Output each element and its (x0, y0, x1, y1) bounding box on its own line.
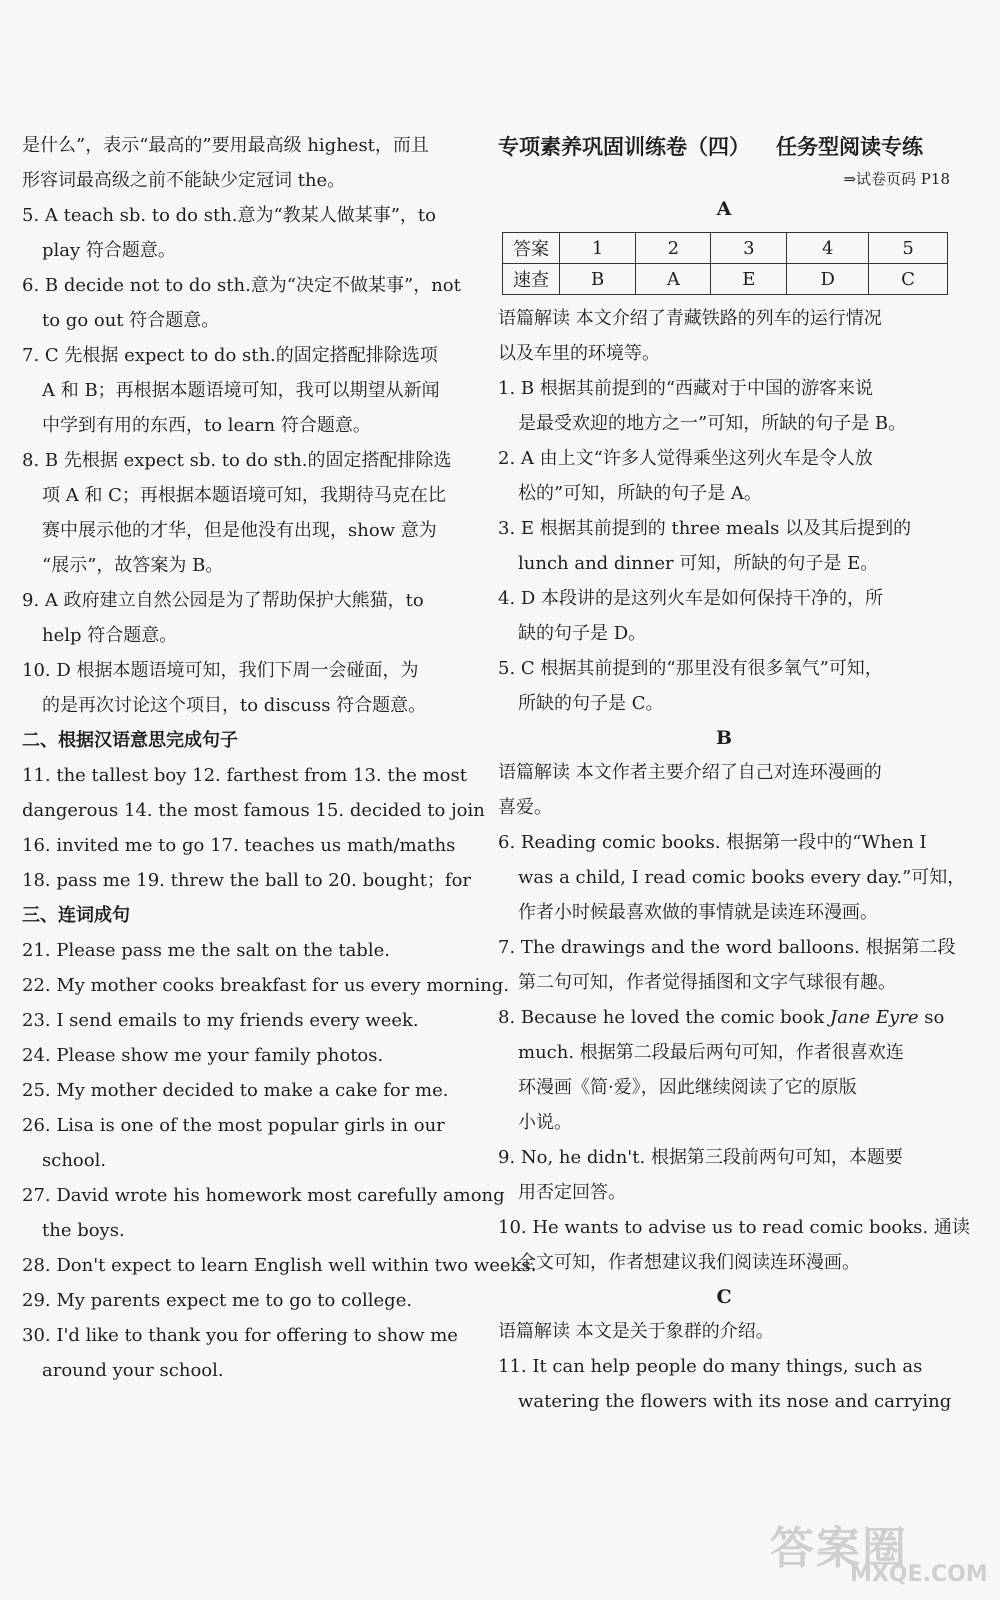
answers-11-13: 11. the tallest boy 12. farthest from 13. the most (22, 765, 467, 786)
text-line: 的是再次讨论这个项目，to discuss 符合题意。 (42, 695, 427, 716)
text-line: 是最受欢迎的地方之一”可知，所缺的句子是 B。 (518, 413, 907, 434)
table-cell: D (787, 264, 869, 295)
text-line: play 符合题意。 (42, 240, 176, 261)
title-sub: 任务型阅读专练 (776, 135, 923, 159)
table-cell: 3 (711, 233, 787, 264)
text-line: watering the flowers with its nose and carrying (518, 1391, 952, 1412)
text-line: 用否定回答。 (518, 1182, 626, 1203)
table-cell: 速查 (503, 264, 560, 295)
text-line: 小说。 (518, 1112, 572, 1133)
text-line: 形容词最高级之前不能缺少定冠词 the。 (22, 170, 346, 191)
table-cell: A (636, 264, 711, 295)
passage-summary-c: 语篇解读 本文是关于象群的介绍。 (498, 1321, 774, 1342)
answer-6: 6. Reading comic books. 根据第一段中的“When I (498, 832, 927, 853)
answer-30: 30. I'd like to thank you for offering to show me (22, 1325, 458, 1346)
text-line: to go out 符合题意。 (42, 310, 220, 331)
text-line: 赛中展示他的才华，但是他没有出现，show 意为 (42, 520, 437, 541)
text-line: 项 A 和 C；再根据本题语境可知，我期待马克在比 (42, 485, 446, 506)
watermark-url: MXQE.COM (850, 1562, 988, 1587)
text-line: 全文可知，作者想建议我们阅读连环漫画。 (518, 1252, 860, 1273)
answer-7: 7. The drawings and the word balloons. 根据第二段 (498, 937, 956, 958)
text-line: lunch and dinner 可知，所缺的句子是 E。 (518, 553, 879, 574)
text-line: 是什么”，表示“最高的”要用最高级 highest，而且 (22, 135, 429, 156)
answer-5: 5. A teach sb. to do sth.意为“教某人做某事”，to (22, 205, 436, 226)
text-span: 8. Because he loved the comic book (498, 1007, 830, 1028)
answer-8 (498, 1000, 950, 1035)
table-row (503, 233, 948, 264)
passage-summary-a: 语篇解读 本文介绍了青藏铁路的列车的运行情况 (498, 308, 882, 329)
text-span: so (918, 1007, 945, 1028)
text-line: school. (42, 1150, 107, 1171)
table-cell: 4 (787, 233, 869, 264)
text-line: around your school. (42, 1360, 224, 1381)
table-cell: E (711, 264, 787, 295)
answers-18-20: 18. pass me 19. threw the ball to 20. bought；for (22, 870, 472, 891)
text-line: 第二句可知，作者觉得插图和文字气球很有趣。 (518, 972, 896, 993)
section-b-heading: B (715, 727, 733, 749)
text-line: 环漫画《简·爱》，因此继续阅读了它的原版 (518, 1077, 857, 1098)
table-cell: 5 (869, 233, 948, 264)
answer-9: 9. No, he didn't. 根据第三段前两句可知，本题要 (498, 1147, 903, 1168)
table-cell: 答案 (503, 233, 560, 264)
answer-10: 10. D 根据本题语境可知，我们下周一会碰面，为 (22, 660, 419, 681)
text-line: the boys. (42, 1220, 125, 1241)
text-line: A 和 B；再根据本题语境可知，我可以期望从新闻 (42, 380, 440, 401)
answer-8: 8. B 先根据 expect sb. to do sth.的固定搭配排除选 (22, 450, 452, 471)
answer-25: 25. My mother decided to make a cake for me. (22, 1080, 449, 1101)
answers-14-15: dangerous 14. the most famous 15. decided to join (22, 800, 485, 821)
answer-5: 5. C 根据其前提到的“那里没有很多氧气”可知， (498, 658, 883, 679)
answer-2: 2. A 由上文“许多人觉得乘坐这列火车是令人放 (498, 448, 873, 469)
answer-table (502, 232, 948, 295)
section-c-heading: C (716, 1286, 732, 1308)
answer-24: 24. Please show me your family photos. (22, 1045, 384, 1066)
text-line: 缺的句子是 D。 (518, 623, 647, 644)
watermark-logo (730, 1512, 988, 1592)
answer-4: 4. D 本段讲的是这列火车是如何保持干净的，所 (498, 588, 884, 609)
page-reference: ⇒试卷页码 P18 (843, 170, 950, 188)
table-cell: B (560, 264, 636, 295)
text-line: 喜爱。 (498, 797, 552, 818)
text-line: 作者小时候最喜欢做的事情就是读连环漫画。 (518, 902, 878, 923)
book-title: Jane Eyre (830, 1007, 919, 1028)
answer-10: 10. He wants to advise us to read comic books. 通读 (498, 1217, 970, 1238)
text-line: 松的”可知，所缺的句子是 A。 (518, 483, 762, 504)
table-cell: 1 (560, 233, 636, 264)
answer-22: 22. My mother cooks breakfast for us every morning. (22, 975, 510, 996)
text-line: much. 根据第二段最后两句可知，作者很喜欢连 (518, 1042, 904, 1063)
answers-16-17: 16. invited me to go 17. teaches us math/maths (22, 835, 456, 856)
text-line: 所缺的句子是 C。 (518, 693, 664, 714)
answer-29: 29. My parents expect me to go to college. (22, 1290, 413, 1311)
section-a-heading: A (716, 198, 732, 220)
passage-summary-b: 语篇解读 本文作者主要介绍了自己对连环漫画的 (498, 762, 882, 783)
answer-6: 6. B decide not to do sth.意为“决定不做某事”，not (22, 275, 461, 296)
text-line: help 符合题意。 (42, 625, 178, 646)
section-heading-2: 二、根据汉语意思完成句子 (22, 730, 238, 751)
title-main: 专项素养巩固训练卷（四） (498, 135, 750, 159)
page-title (498, 128, 950, 166)
answer-28: 28. Don't expect to learn English well within two weeks. (22, 1255, 537, 1276)
text-line: was a child, I read comic books every day.”可知， (518, 867, 966, 888)
text-line: “展示”，故答案为 B。 (42, 555, 224, 576)
answer-26: 26. Lisa is one of the most popular girls in our (22, 1115, 445, 1136)
answer-21: 21. Please pass me the salt on the table. (22, 940, 390, 961)
table-cell: 2 (636, 233, 711, 264)
answer-1: 1. B 根据其前提到的“西藏对于中国的游客来说 (498, 378, 874, 399)
answer-23: 23. I send emails to my friends every week. (22, 1010, 419, 1031)
answer-3: 3. E 根据其前提到的 three meals 以及其后提到的 (498, 518, 912, 539)
right-column (498, 128, 970, 1419)
answer-9: 9. A 政府建立自然公园是为了帮助保护大熊猫，to (22, 590, 424, 611)
text-line: 以及车里的环境等。 (498, 343, 660, 364)
answer-27: 27. David wrote his homework most carefully among (22, 1185, 505, 1206)
section-heading-3: 三、连词成句 (22, 905, 130, 926)
text-line: 中学到有用的东西，to learn 符合题意。 (42, 415, 371, 436)
table-row (503, 264, 948, 295)
table-cell: C (869, 264, 948, 295)
answer-7: 7. C 先根据 expect to do sth.的固定搭配排除选项 (22, 345, 438, 366)
answer-11: 11. It can help people do many things, such as (498, 1356, 923, 1377)
watermark-text: 答案圈 (770, 1523, 908, 1574)
